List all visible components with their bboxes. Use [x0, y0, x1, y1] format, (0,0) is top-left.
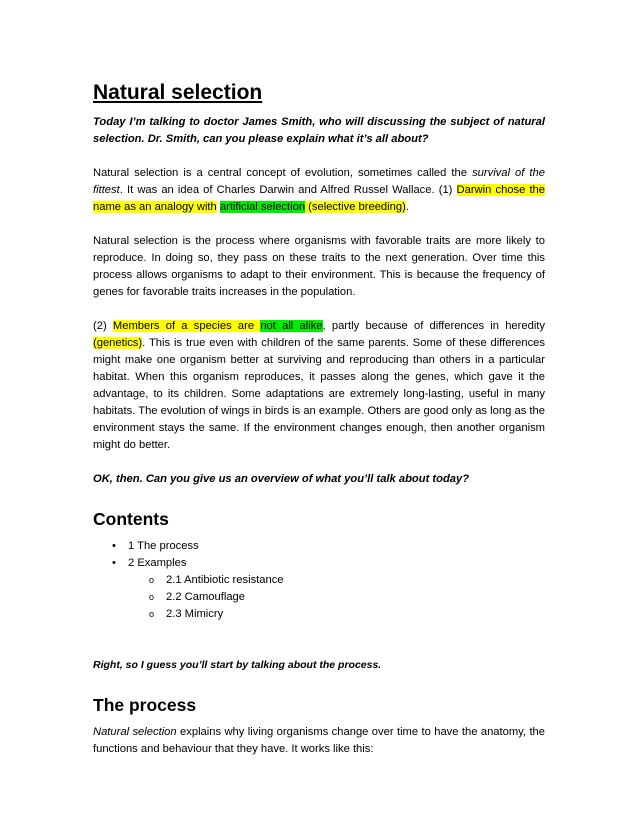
highlight-green: not all alike: [260, 320, 323, 332]
toc-item-mimicry[interactable]: o 2.3 Mimicry: [93, 606, 545, 623]
process-heading: The process: [93, 695, 197, 715]
paragraph-variation: (2) Members of a species are not all alike, partly because of differences in heredity (genetics). This is true even with children of the same parents. Some of these differences might make one organism better at surviving and reproducing than others in a particular habitat. When this organism reproduces, it passes along the genes, which gave it the advantage, to its children. Some adaptations are extremely long-lasting, useful in many habitats. The evolution of wings in birds is an example. Others are good only as long as the environment stays the same. If the environment changes enough, then another organism might do better.: [93, 320, 546, 451]
circle-bullet-icon: o: [149, 592, 155, 602]
toc-item-process[interactable]: • 1 The process: [93, 538, 545, 555]
paragraph-process-intro: Natural selection explains why living organisms change over time to have the anatomy, the functions and behaviour that they have. It works like this:: [93, 726, 545, 755]
document-body: [93, 80, 545, 758]
bullet-icon: •: [112, 557, 116, 569]
highlight-yellow: Members of a species are: [112, 320, 255, 332]
interviewer-question-intro: Today I’m talking to doctor James Smith, who will discussing the subject of natural selection. Dr. Smith, can you please explain what it’s all about?: [93, 116, 545, 145]
highlight-yellow: (selective breeding): [305, 201, 406, 213]
circle-bullet-icon: o: [149, 609, 155, 619]
page-title: Natural selection: [93, 81, 263, 104]
toc-item-camouflage[interactable]: o 2.2 Camouflage: [93, 589, 545, 606]
paragraph-process-overview: Natural selection is the process where organisms with favorable traits are more likely to reproduce. In doing so, they pass on these traits to the next generation. Over time this process allows organisms to adapt to their environment. This is because the frequency of genes for favorable traits increases in the population.: [93, 235, 545, 298]
toc-item-antibiotic-resistance[interactable]: o 2.1 Antibiotic resistance: [93, 572, 545, 589]
highlight-yellow: (genetics): [93, 337, 143, 349]
contents-heading: Contents: [93, 509, 169, 529]
circle-bullet-icon: o: [149, 575, 155, 585]
interviewer-question-overview: OK, then. Can you give us an overview of what you’ll talk about today?: [93, 473, 470, 485]
paragraph-definition: Natural selection is a central concept of evolution, sometimes called the survival of the fittest. It was an idea of Charles Darwin and Alfred Russel Wallace. (1) Darwin chose the name as an analogy with artificial selection (selective breeding).: [93, 167, 546, 213]
bullet-icon: •: [112, 540, 116, 552]
toc-item-examples[interactable]: • 2 Examples: [93, 555, 545, 572]
interviewer-question-process: Right, so I guess you’ll start by talking about the process.: [93, 659, 382, 671]
highlight-green: artificial selection: [219, 201, 306, 213]
highlight-yellow: Darwin chose the name as an analogy with: [93, 184, 546, 213]
table-of-contents: [93, 538, 545, 623]
